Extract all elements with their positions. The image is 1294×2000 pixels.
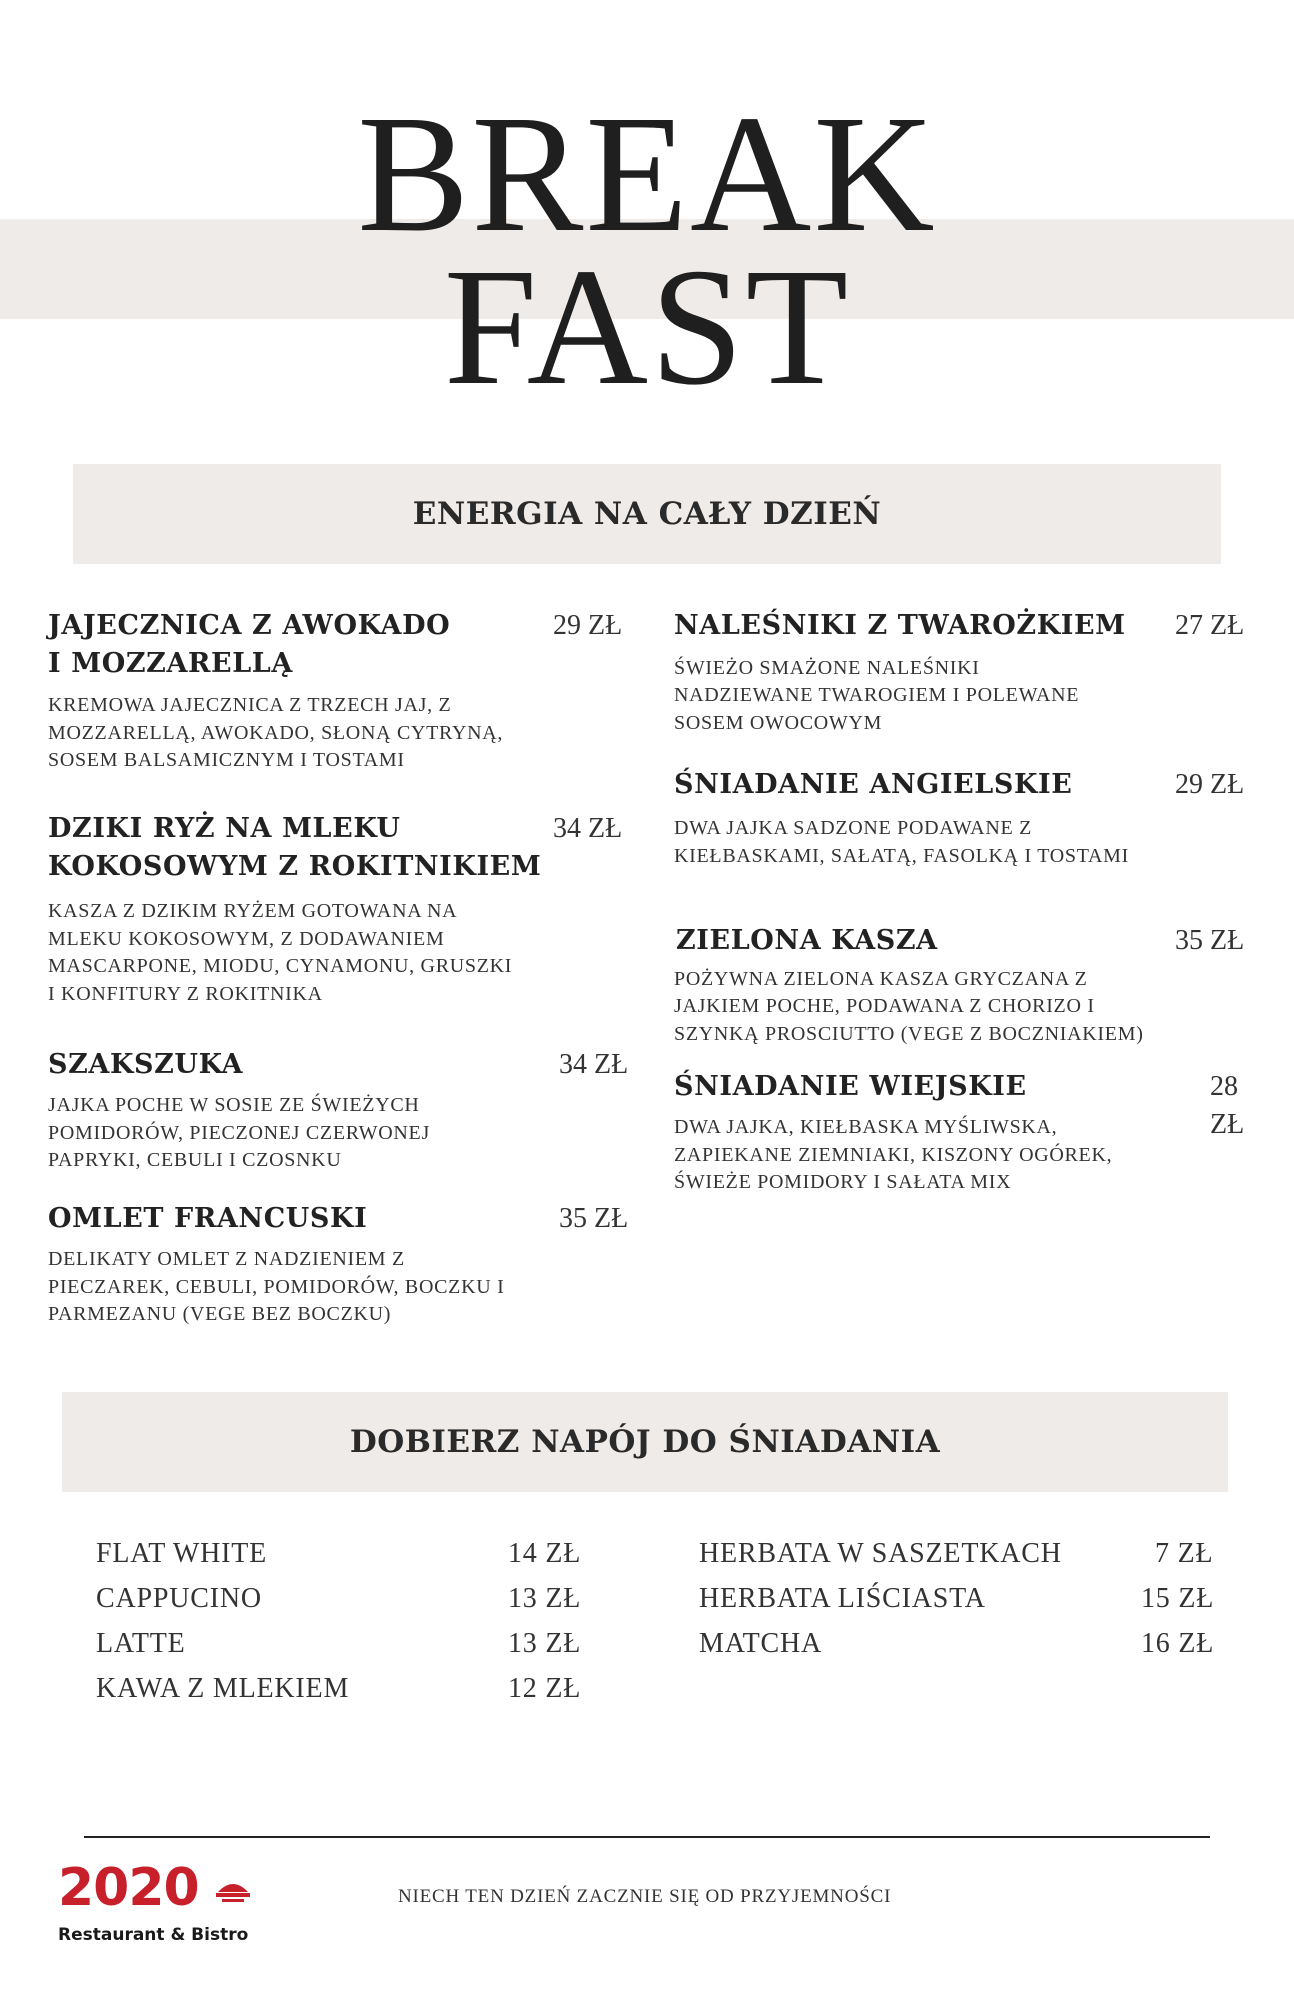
footer-tagline: NIECH TEN DZIEŃ ZACZNIE SIĘ OD PRZYJEMNOŚCI [398, 1886, 892, 1907]
item-description: SZYNKĄ PROSCIUTTO (VEGE Z BOCZNIAKIEM) [674, 1023, 1144, 1045]
item-description: SOSEM BALSAMICZNYM I TOSTAMI [48, 749, 405, 771]
footer-divider [84, 1836, 1210, 1838]
item-description: POŻYWNA ZIELONA KASZA GRYCZANA Z [674, 968, 1088, 990]
menu-title-line1: BREAK [357, 81, 937, 267]
item-name: KOKOSOWYM Z ROKITNIKIEM [48, 851, 542, 882]
item-price: 35 ZŁ [559, 1203, 629, 1234]
drink-price: 12 ZŁ [508, 1673, 582, 1704]
section-title: DOBIERZ NAPÓJ DO ŚNIADANIA [349, 1424, 941, 1460]
item-price: 28 ZŁ [1210, 1071, 1245, 1140]
logo-number: 2020 [58, 1858, 199, 1918]
section-heading-food [73, 464, 1221, 564]
item-description: PARMEZANU (VEGE BEZ BOCZKU) [48, 1303, 392, 1325]
item-description: MASCARPONE, MIODU, CYNAMONU, GRUSZKI [48, 955, 513, 977]
item-description: DWA JAJKA, KIEŁBASKA MYŚLIWSKA, [674, 1116, 1058, 1138]
item-description: PIECZAREK, CEBULI, POMIDORÓW, BOCZKU I [48, 1276, 505, 1298]
item-description: JAJKA POCHE W SOSIE ZE ŚWIEŻYCH [48, 1094, 420, 1116]
section-heading-drinks [62, 1392, 1228, 1492]
drinks-list-right [699, 1535, 1219, 1675]
item-name: DZIKI RYŻ NA MLEKU [48, 813, 401, 844]
item-description: I KONFITURY Z ROKITNIKA [48, 983, 323, 1005]
item-price: 29 ZŁ [553, 610, 623, 641]
item-description: KIEŁBASKAMI, SAŁATĄ, FASOLKĄ I TOSTAMI [674, 845, 1130, 867]
item-description: MOZZARELLĄ, AWOKADO, SŁONĄ CYTRYNĄ, [48, 722, 504, 744]
item-name: NALEŚNIKI Z TWAROŻKIEM [674, 610, 1126, 641]
item-price: 27 ZŁ [1175, 610, 1245, 641]
cloche-icon [216, 1878, 250, 1904]
item-name: SZAKSZUKA [48, 1049, 244, 1080]
item-name: ŚNIADANIE ANGIELSKIE [674, 769, 1073, 800]
item-description: KREMOWA JAJECZNICA Z TRZECH JAJ, Z [48, 694, 452, 716]
item-name: I MOZZARELLĄ [48, 648, 293, 679]
item-description: ŚWIEŻE POMIDORY I SAŁATA MIX [674, 1171, 1012, 1193]
item-name: ZIELONA KASZA [676, 925, 938, 956]
item-description: DWA JAJKA SADZONE PODAWANE Z [674, 817, 1032, 839]
item-description: SOSEM OWOCOWYM [674, 712, 883, 734]
drinks-list-left [96, 1535, 586, 1715]
item-description: KASZA Z DZIKIM RYŻEM GOTOWANA NA [48, 900, 458, 922]
drink-price: 14 ZŁ [508, 1538, 582, 1569]
drink-price: 7 ZŁ [1155, 1538, 1214, 1569]
logo-subtitle: Restaurant & Bistro [58, 1925, 249, 1945]
item-name: JAJECZNICA Z AWOKADO [48, 610, 451, 641]
drink-name: HERBATA LIŚCIASTA [699, 1583, 986, 1614]
menu-title-line2: FAST [443, 234, 851, 420]
item-price: 29 ZŁ [1175, 769, 1245, 800]
drink-name: CAPPUCINO [96, 1583, 262, 1614]
item-description: ŚWIEŻO SMAŻONE NALEŚNIKI [674, 657, 980, 679]
item-name: OMLET FRANCUSKI [48, 1203, 368, 1234]
section-title: ENERGIA NA CAŁY DZIEŃ [412, 496, 882, 532]
drink-name: MATCHA [699, 1628, 823, 1659]
item-description: ZAPIEKANE ZIEMNIAKI, KISZONY OGÓREK, [674, 1144, 1113, 1166]
drink-name: FLAT WHITE [96, 1538, 268, 1569]
drink-name: HERBATA W SASZETKACH [699, 1538, 1062, 1569]
item-price: 35 ZŁ [1175, 925, 1245, 956]
item-description: JAJKIEM POCHE, PODAWANA Z CHORIZO I [674, 995, 1095, 1017]
drink-price: 15 ZŁ [1141, 1583, 1215, 1614]
drink-price: 16 ZŁ [1141, 1628, 1215, 1659]
item-description: NADZIEWANE TWAROGIEM I POLEWANE [674, 684, 1080, 706]
item-price: 34 ZŁ [553, 813, 623, 844]
drink-name: KAWA Z MLEKIEM [96, 1673, 350, 1704]
item-description: MLEKU KOKOSOWYM, Z DODAWANIEM [48, 928, 445, 950]
item-price: 34 ZŁ [559, 1049, 629, 1080]
item-name: ŚNIADANIE WIEJSKIE [674, 1071, 1027, 1102]
drink-price: 13 ZŁ [508, 1583, 582, 1614]
drink-name: LATTE [96, 1628, 186, 1659]
item-description: PAPRYKI, CEBULI I CZOSNKU [48, 1149, 342, 1171]
item-description: POMIDORÓW, PIECZONEJ CZERWONEJ [48, 1122, 430, 1144]
drink-price: 13 ZŁ [508, 1628, 582, 1659]
item-description: DELIKATY OMLET Z NADZIENIEM Z [48, 1248, 405, 1270]
